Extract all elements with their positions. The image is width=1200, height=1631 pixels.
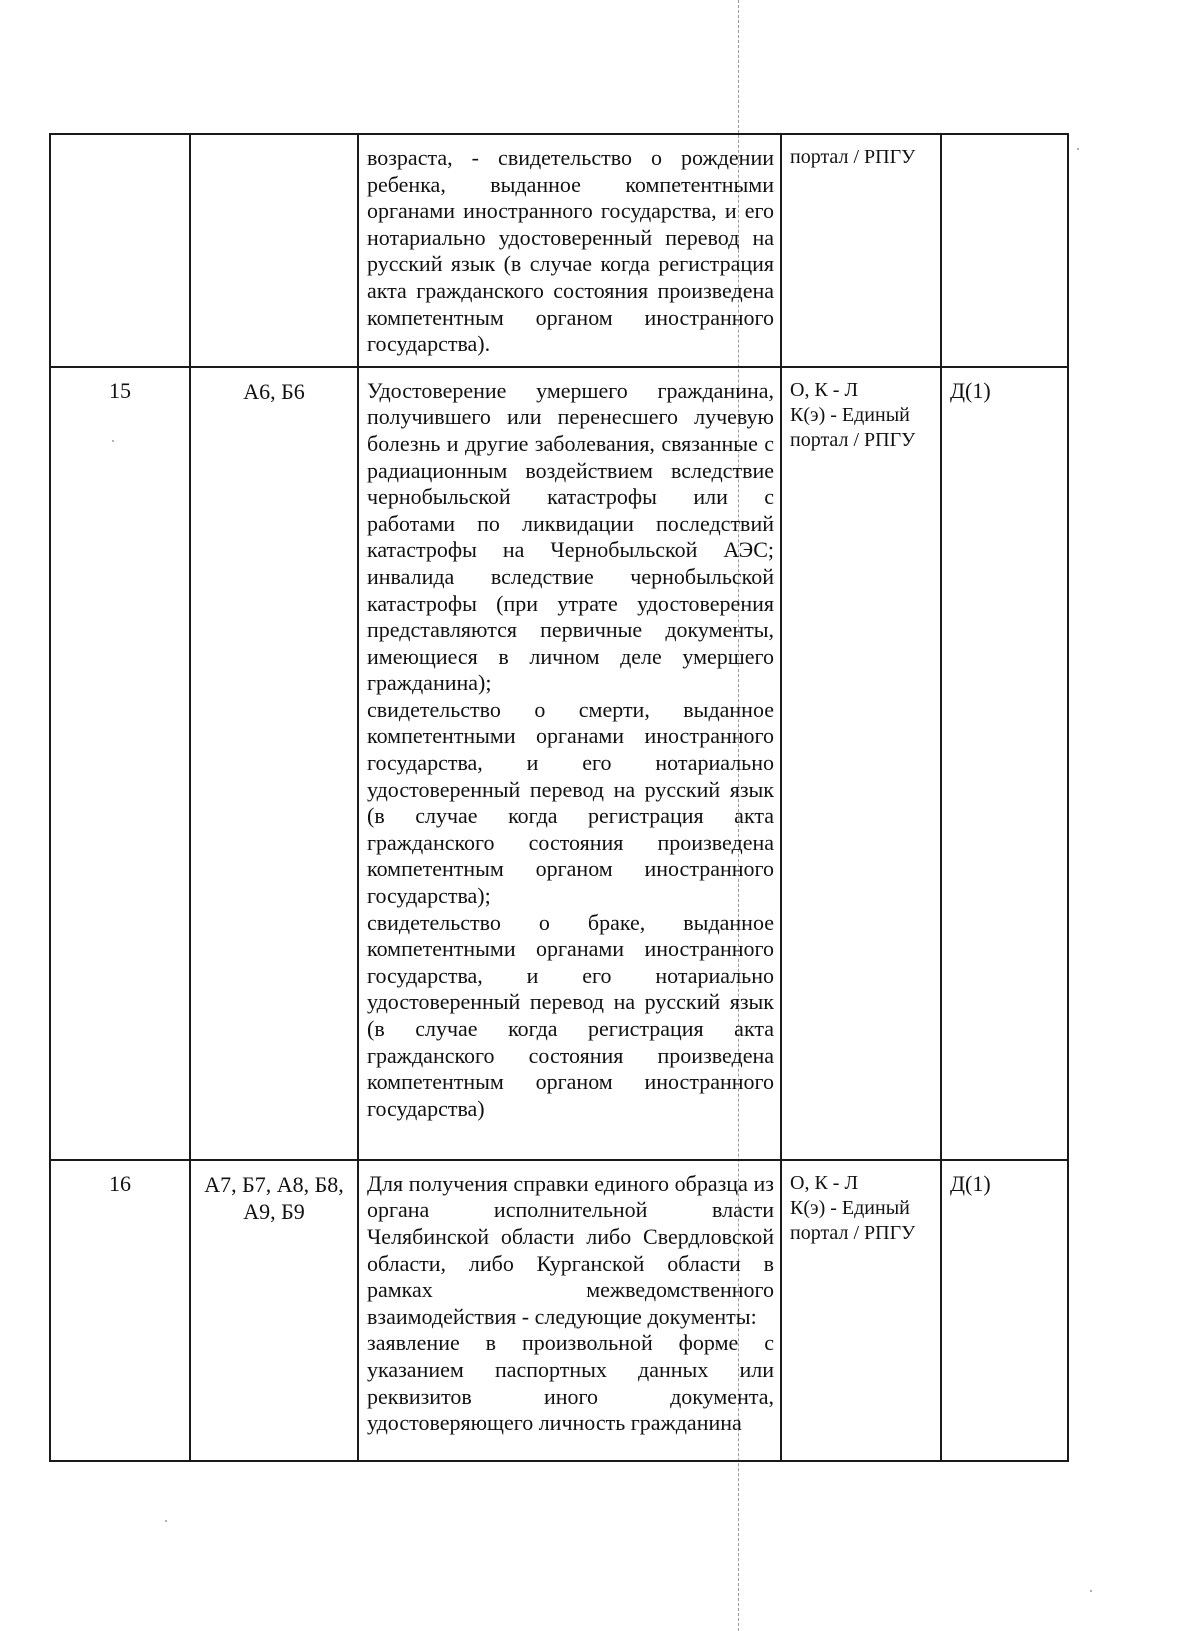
row-codes: А6, Б6 [190,367,358,1160]
table-row [50,134,1068,367]
scan-speck [1090,1590,1092,1592]
form-line: О, К - Л [790,1171,859,1194]
row-submission-form [781,1160,941,1461]
row-description [358,1160,781,1461]
description-paragraph: свидетельство о браке, выданное компетентными органами иностранного государства, и его нотариально удостоверенный перевод на русский язык (в случае когда регистрация акта гражданского состояния произведена компетентным органом иностранного государства) [367,909,774,1121]
row-number: 15 [50,367,190,1160]
table-row [50,1160,1068,1461]
description-paragraph: Удостоверение умершего гражданина, получившего или перенесшего лучевую болезнь и другие заболевания, связанные с радиационным воздействием вследствие чернобыльской катастрофы или с работами по ликвидации последствий катастрофы на Чернобыльской АЭС; инвалида вследствие чернобыльской катастрофы (при утрате удостоверения представляются первичные документы, имеющиеся в личном деле умершего гражданина); [367,377,774,696]
form-line: О, К - Л [790,378,859,401]
row-submission-form [781,367,941,1160]
table-row [50,367,1068,1160]
form-line: К(э) - Единый [790,1196,910,1219]
description-paragraph: свидетельство о смерти, выданное компетентными органами иностранного государства, и его нотариально удостоверенный перевод на русский язык (в случае когда регистрация акта гражданского состояния произведена компетентным органом иностранного государства); [367,696,774,909]
scan-speck [112,440,114,442]
row-description [358,134,781,367]
requirements-table [49,133,1069,1462]
row-description [358,367,781,1160]
scan-speck [165,1520,167,1522]
row-number: 16 [50,1160,190,1461]
row-note: Д(1) [941,367,1068,1160]
row-codes: А7, Б7, А8, Б8, А9, Б9 [190,1160,358,1461]
form-line: портал / РПГУ [790,428,916,451]
form-line: портал / РПГУ [790,146,916,168]
row-note [941,134,1068,367]
row-submission-form [781,134,941,367]
scan-speck [1077,148,1079,150]
form-line: портал / РПГУ [790,1221,916,1244]
form-line: К(э) - Единый [790,403,910,426]
row-codes [190,134,358,367]
description-paragraph: возраста, - свидетельство о рождении ребенка, выданное компетентными органами иностранного государства, и его нотариально удостоверенный перевод на русский язык (в случае когда регистрация акта гражданского состояния произведена компетентным органом иностранного государства). [367,145,774,357]
description-paragraph: Для получения справки единого образца из органа исполнительной власти Челябинской области либо Свердловской области, либо Курганской области в рамках межведомственного взаимодействия - следующие документы: [367,1170,774,1329]
description-paragraph: заявление в произвольной форме с указанием паспортных данных или реквизитов иного документа, удостоверяющего личность гражданина [367,1330,774,1436]
row-note: Д(1) [941,1160,1068,1461]
row-number [50,134,190,367]
